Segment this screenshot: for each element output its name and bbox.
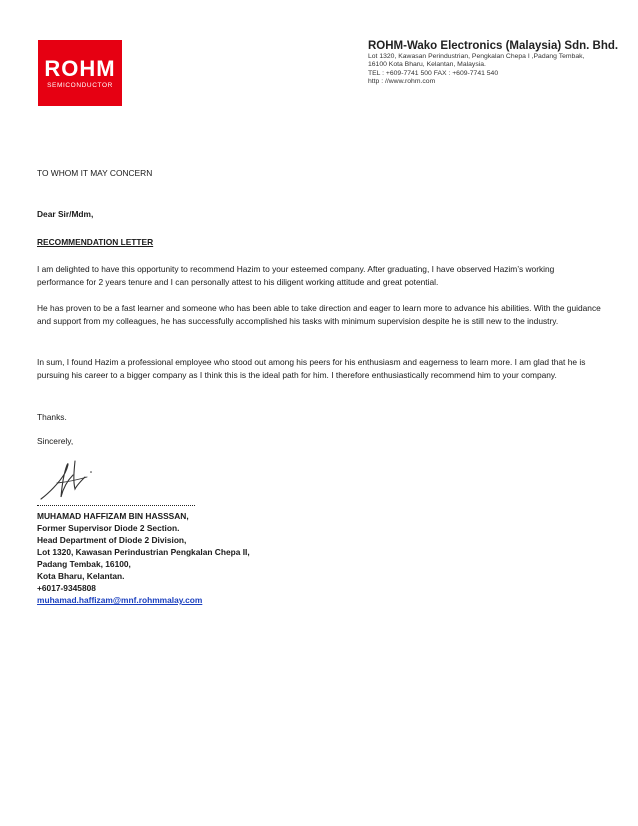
- thanks-line: Thanks.: [37, 412, 67, 422]
- rohm-logo: [38, 40, 122, 106]
- letterhead: [368, 40, 628, 87]
- signatory-address2: Padang Tembak, 16100,: [37, 559, 131, 569]
- company-name: ROHM-Wako Electronics (Malaysia) Sdn. Bhd.: [368, 40, 619, 52]
- signatory-phone: +6017-9345808: [37, 583, 96, 593]
- signatory-address1: Lot 1320, Kawasan Perindustrian Pengkalan Chepa II,: [37, 547, 250, 557]
- company-address-line2: 16100 Kota Bharu, Kelantan, Malaysia.: [368, 61, 486, 69]
- handwritten-signature: [37, 455, 107, 505]
- paragraph-2: He has proven to be a fast learner and someone who has been able to take direction and eager to learn more to advance his abilities. With the guidance and support from my colleagues, he has successfully accomplished his tasks with minimum supervision despite he is still new to the industry.: [37, 303, 601, 326]
- signatory-department: Head Department of Diode 2 Division,: [37, 535, 187, 545]
- logo-subtitle: SEMICONDUCTOR: [47, 81, 113, 89]
- signatory-email-link[interactable]: muhamad.haffizam@mnf.rohmmalay.com: [37, 595, 203, 605]
- signatory-name: MUHAMAD HAFFIZAM BIN HASSSAN,: [37, 511, 189, 521]
- company-website: http : //www.rohm.com: [368, 78, 436, 86]
- logo-brand: ROHM: [44, 55, 116, 81]
- signatory-address3: Kota Bharu, Kelantan.: [37, 571, 125, 581]
- recipient-line: TO WHOM IT MAY CONCERN: [37, 168, 153, 178]
- signatory-title: Former Supervisor Diode 2 Section.: [37, 523, 180, 533]
- paragraph-3: In sum, I found Hazim a professional employee who stood out among his peers for his enthusiasm and eagerness to learn more. I am glad that he is pursuing his career to a bigger company as I think this is the ideal path for him. I therefore enthusiastically recommend him to your company.: [37, 357, 586, 380]
- company-phone-fax: TEL : +609-7741 500 FAX : +609-7741 540: [368, 69, 499, 77]
- signatory-block: [37, 510, 250, 606]
- company-address-line1: Lot 1320, Kawasan Perindustrian, Pengkalan Chepa I ,Padang Tembak,: [368, 53, 585, 60]
- signature-dotted-line: [37, 501, 195, 506]
- salutation: Dear Sir/Mdm,: [37, 209, 94, 219]
- paragraph-1: I am delighted to have this opportunity to recommend Hazim to your esteemed company. After graduating, I have observed Hazim’s working performance for 2 years tenure and I can personally attest to his diligent working attitude and great potential.: [37, 264, 555, 287]
- closing-line: Sincerely,: [37, 436, 74, 446]
- letter-subject: RECOMMENDATION LETTER: [37, 237, 154, 247]
